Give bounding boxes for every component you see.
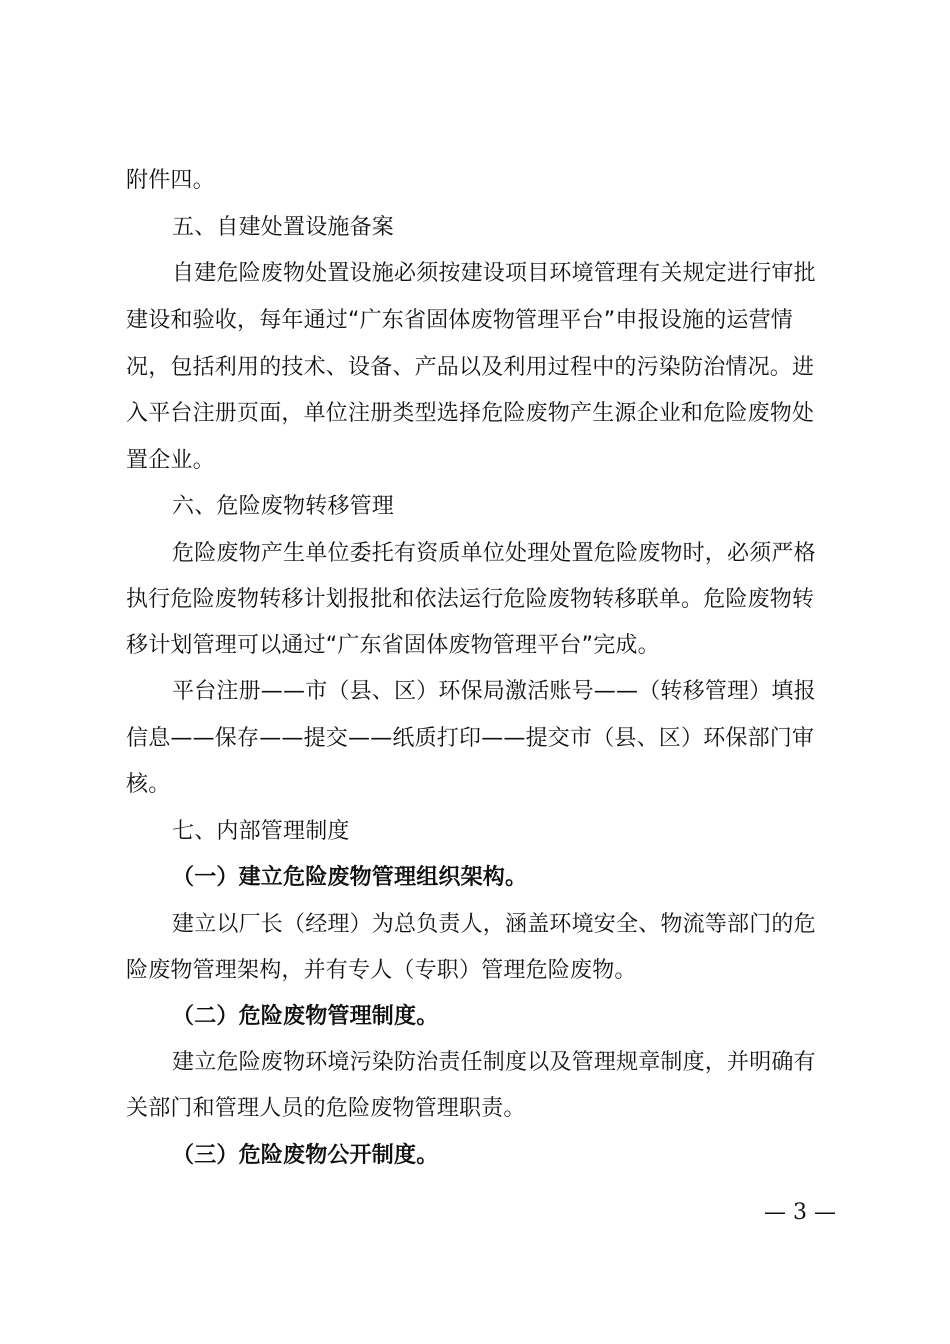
text-line: 建设和验收，每年通过“广东省固体废物管理平台”申报设施的运营情 <box>126 308 793 333</box>
text-line: 自建危险废物处置设施必须按建设项目环境管理有关规定进行审批 <box>172 261 816 286</box>
page-number: — 3 — <box>764 1200 836 1225</box>
subsection-heading: （一）建立危险废物管理组织架构。 <box>172 865 528 890</box>
text-line: 入平台注册页面，单位注册类型选择危险废物产生源企业和危险废物处 <box>126 401 815 426</box>
text-line: 况，包括利用的技术、设备、产品以及利用过程中的污染防治情况。进 <box>126 355 815 380</box>
text-line: 信息——保存——提交——纸质打印——提交市（县、区）环保部门审 <box>126 726 815 751</box>
subsection-heading: （二）危险废物管理制度。 <box>172 1004 439 1029</box>
subsection-heading: （三）危险废物公开制度。 <box>172 1143 439 1168</box>
text-line: 核。 <box>126 772 171 797</box>
section-heading: 七、内部管理制度 <box>172 819 350 844</box>
text-line: 建立危险废物环境污染防治责任制度以及管理规章制度，并明确有 <box>172 1050 816 1075</box>
text-line: 危险废物产生单位委托有资质单位处理处置危险废物时，必须严格 <box>172 541 816 566</box>
text-line: 关部门和管理人员的危险废物管理职责。 <box>126 1096 526 1121</box>
section-heading: 五、自建处置设施备案 <box>172 215 395 240</box>
text-line: 执行危险废物转移计划报批和依法运行危险废物转移联单。危险废物转 <box>126 587 815 612</box>
text-line: 置企业。 <box>126 448 215 473</box>
section-heading: 六、危险废物转移管理 <box>172 494 395 519</box>
text-line: 附件四。 <box>126 168 215 193</box>
text-line: 移计划管理可以通过“广东省固体废物管理平台”完成。 <box>126 633 660 658</box>
text-line: 险废物管理架构，并有专人（专职）管理危险废物。 <box>126 958 637 983</box>
text-line: 建立以厂长（经理）为总负责人，涵盖环境安全、物流等部门的危 <box>172 912 816 937</box>
text-line: 平台注册——市（县、区）环保局激活账号——（转移管理）填报 <box>172 679 816 704</box>
